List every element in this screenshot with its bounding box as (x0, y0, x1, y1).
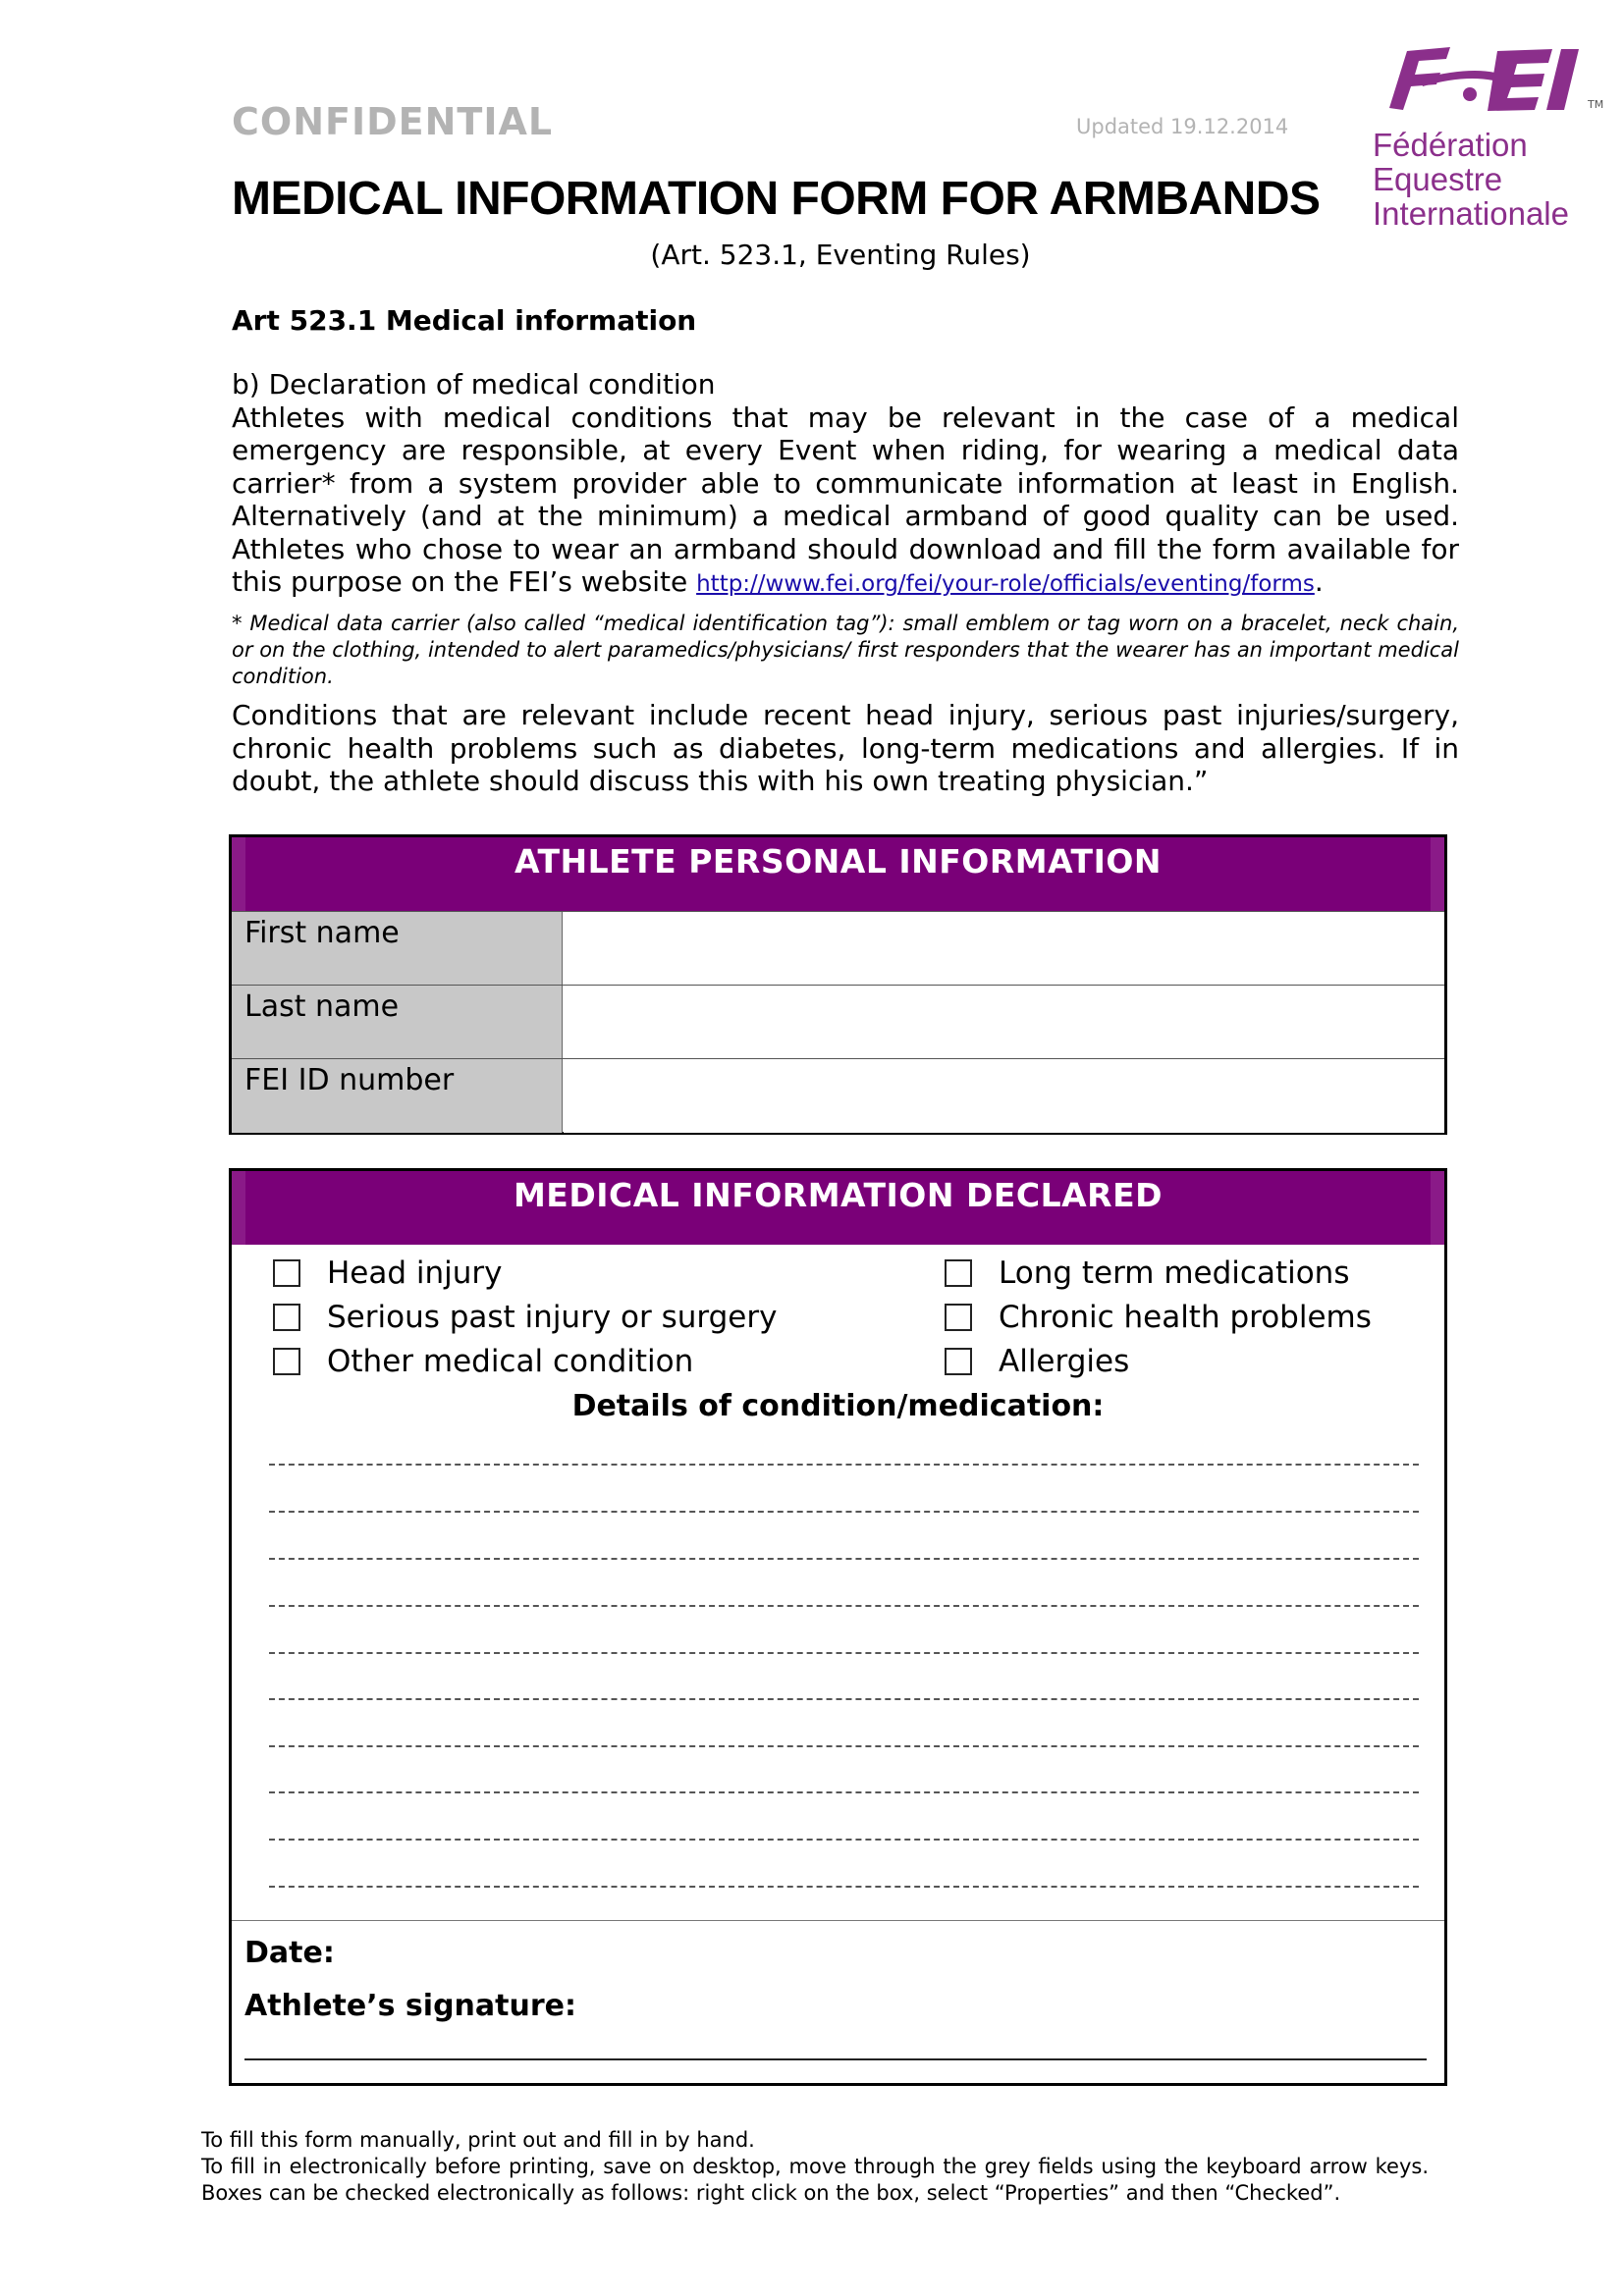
other-condition-label: Other medical condition (327, 1344, 694, 1379)
details-line[interactable] (269, 1886, 1419, 1888)
details-heading: Details of condition/medication: (571, 1389, 1105, 1423)
first-name-field[interactable] (564, 912, 1444, 986)
chronic-health-checkbox[interactable] (945, 1304, 972, 1331)
last-name-label-cell (232, 986, 563, 1059)
signature-area (232, 1920, 1444, 2083)
long-term-medications-label: Long term medications (999, 1255, 1350, 1291)
article-heading: Art 523.1 Medical information (232, 304, 697, 337)
updated-date: Updated 19.12.2014 (1076, 115, 1289, 138)
logo-line-2: Equestre (1373, 161, 1503, 197)
footer-line-1: To fill this form manually, print out and fill in by hand. (201, 2128, 755, 2152)
other-condition-checkbox[interactable] (273, 1348, 300, 1375)
last-name-label: Last name (244, 989, 400, 1024)
first-name-row (232, 911, 1444, 986)
details-line[interactable] (269, 1511, 1419, 1513)
data-carrier-note: * Medical data carrier (also called “medical identification tag”): small emblem or tag worn on a bracelet, neck chain, or on the clothing, intended to alert paramedics/physicians/ first responders that the wearer has an important medical condition. (232, 612, 1459, 688)
article-body (232, 368, 1459, 602)
past-injury-label: Serious past injury or surgery (327, 1300, 778, 1335)
page-title: MEDICAL INFORMATION FORM FOR ARMBANDS (232, 173, 1321, 225)
signature-line[interactable] (244, 2058, 1427, 2060)
details-line[interactable] (269, 1791, 1419, 1793)
signature-label: Athlete’s signature: (244, 1989, 576, 2023)
article-paragraph-2: Conditions that are relevant include recent head injury, serious past injuries/surgery, chronic health problems such as diabetes, long-term medications and allergies. If in doubt, the athlete should discuss this with his own treating physician.” (232, 699, 1459, 797)
article-paragraph-1: Athletes with medical conditions that may be relevant in the case of a medical emergency are responsible, at every Event when riding, for wearing a medical data carrier* from a system provider able to communicate information at least in English. Alternatively (and at the minimum) a medical armband of good quality can be used. Athletes who chose to wear an armband should download and fill the form available for this purpose on the FEI’s website (232, 400, 1459, 598)
logo-line-1: Fédération (1373, 127, 1528, 163)
head-injury-checkbox[interactable] (273, 1259, 300, 1287)
details-line[interactable] (269, 1839, 1419, 1841)
last-name-field[interactable] (564, 986, 1444, 1059)
first-name-label: First name (244, 916, 400, 950)
date-label: Date: (244, 1936, 335, 1970)
details-line[interactable] (269, 1698, 1419, 1700)
page-subtitle: (Art. 523.1, Eventing Rules) (650, 239, 1031, 271)
fei-id-label: FEI ID number (244, 1063, 455, 1097)
allergies-label: Allergies (999, 1344, 1130, 1379)
chronic-health-label: Chronic health problems (999, 1300, 1372, 1335)
medical-info-table (229, 1168, 1447, 2086)
fei-id-row (232, 1058, 1444, 1133)
details-line[interactable] (269, 1464, 1419, 1466)
medical-info-title: MEDICAL INFORMATION DECLARED (513, 1176, 1164, 1214)
details-line[interactable] (269, 1745, 1419, 1747)
logo-wordmark (1373, 128, 1569, 231)
link-suffix: . (1314, 565, 1324, 598)
logo-trademark: TM (1588, 98, 1604, 111)
first-name-label-cell (232, 912, 563, 986)
personal-info-header (232, 837, 1444, 911)
long-term-medications-checkbox[interactable] (945, 1259, 972, 1287)
allergies-checkbox[interactable] (945, 1348, 972, 1375)
personal-info-title: ATHLETE PERSONAL INFORMATION (514, 842, 1163, 881)
forms-link[interactable]: http://www.fei.org/fei/your-role/officials/eventing/forms (696, 571, 1315, 597)
fei-id-field[interactable] (564, 1059, 1444, 1133)
fei-id-label-cell (232, 1059, 563, 1133)
personal-info-table (229, 834, 1447, 1135)
footer-instructions (201, 2127, 1429, 2207)
past-injury-checkbox[interactable] (273, 1304, 300, 1331)
details-line[interactable] (269, 1652, 1419, 1654)
last-name-row (232, 985, 1444, 1059)
footer-line-2: To fill in electronically before printing, save on desktop, move through the grey fields using the keyboard arrow keys. Boxes can be checked electronically as follows: right click on the box, select “Properties” and then “Checked”. (201, 2155, 1429, 2205)
head-injury-label: Head injury (327, 1255, 503, 1291)
logo-line-3: Internationale (1373, 195, 1569, 232)
medical-info-header (232, 1171, 1444, 1245)
details-line[interactable] (269, 1605, 1419, 1607)
confidential-label: CONFIDENTIAL (232, 100, 554, 143)
article-subheading: b) Declaration of medical condition (232, 368, 716, 400)
details-line[interactable] (269, 1558, 1419, 1560)
